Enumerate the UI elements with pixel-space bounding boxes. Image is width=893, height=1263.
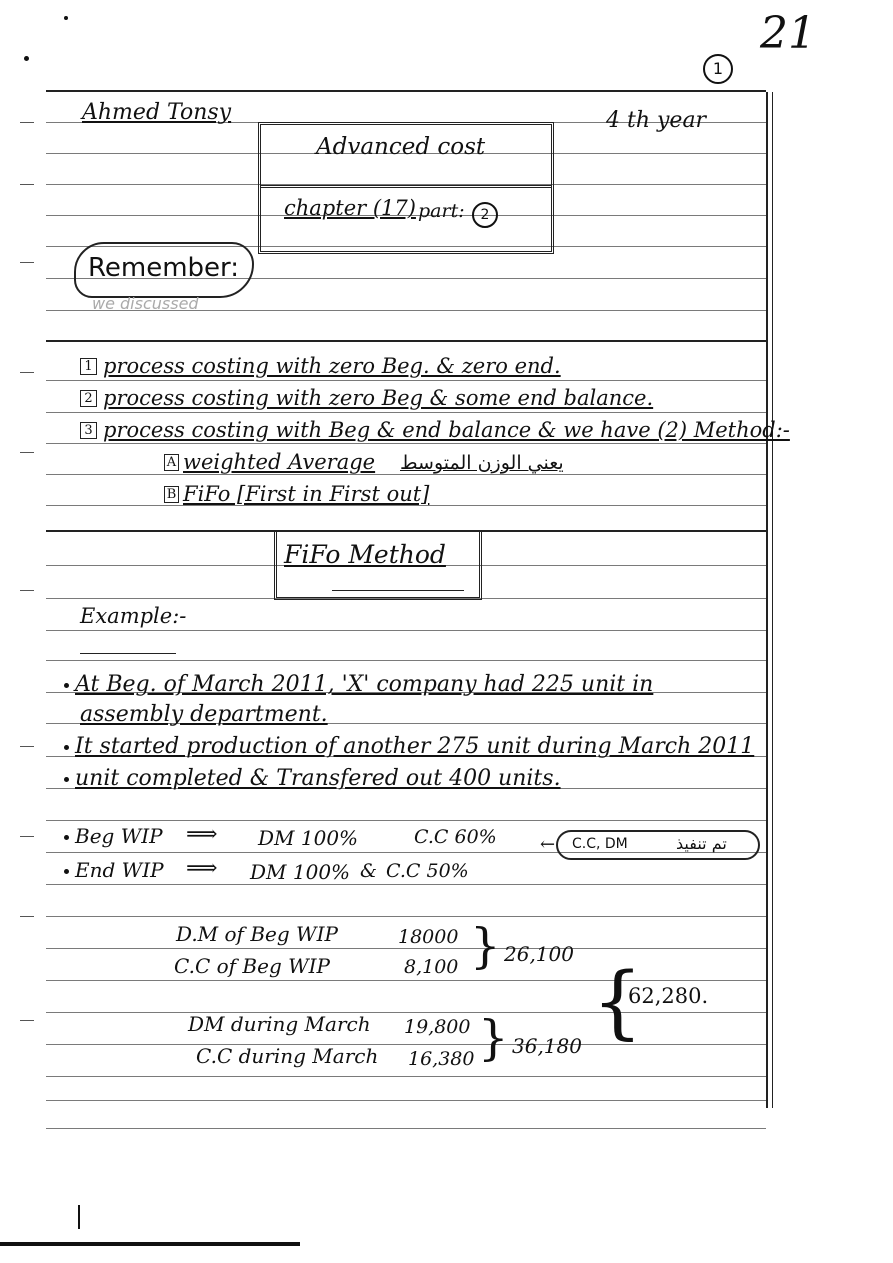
example-bullet-text: unit completed & Transfered out 400 units.	[75, 766, 561, 791]
ruled-line	[46, 980, 766, 981]
ruled-line	[46, 884, 766, 885]
beg-wip-label: Beg WIP	[64, 824, 163, 848]
margin-tick	[20, 746, 34, 747]
ruled-line	[46, 1044, 766, 1045]
list-number: 3	[80, 422, 97, 439]
margin-vertical-rule	[772, 92, 773, 1108]
ink-dot	[64, 16, 68, 20]
ruled-line	[46, 474, 766, 475]
list-item-text: process costing with zero Beg & some end balance.	[103, 386, 654, 410]
method-letter: B	[164, 486, 179, 503]
cost-label: C.C of Beg WIP	[174, 954, 331, 978]
example-bullet	[64, 672, 653, 697]
ruled-line	[46, 630, 766, 631]
bullet-dot	[64, 869, 69, 874]
list-item	[80, 354, 561, 378]
list-item-text: process costing with zero Beg. & zero end.	[103, 354, 561, 378]
ruled-line	[46, 1012, 766, 1013]
cost-value: 8,100	[404, 956, 459, 978]
chapter-label: chapter (17)	[284, 196, 416, 220]
remember-heading: Remember:	[88, 253, 240, 283]
title-box-divider	[261, 185, 551, 188]
bullet-dot	[64, 745, 69, 750]
margin-tick	[20, 452, 34, 453]
margin-tick	[20, 836, 34, 837]
course-title: Advanced cost	[316, 134, 486, 160]
end-wip-arrow: ⟹	[186, 856, 218, 881]
subtotal-beg: 26,100	[504, 942, 574, 966]
method-item	[164, 482, 429, 506]
brace-icon: }	[592, 955, 643, 1048]
method-text: weighted Average	[183, 450, 376, 474]
list-item	[80, 386, 653, 410]
margin-tick	[20, 916, 34, 917]
ruled-line	[46, 443, 766, 444]
cost-value: 16,380	[408, 1048, 475, 1070]
note-cloud-text: C.C, DM	[572, 836, 628, 852]
page-number: 21	[760, 8, 816, 59]
ruled-line	[46, 340, 766, 342]
note-cloud-arabic: تم تنفيذ	[676, 834, 727, 853]
bullet-dot	[64, 777, 69, 782]
method-arabic-note: يعني الوزن المتوسط	[400, 452, 564, 474]
year-label: 4 th year	[606, 108, 707, 133]
part-number-circle: 2	[472, 202, 498, 228]
end-wip-cc: C.C 50%	[386, 860, 469, 882]
margin-tick	[20, 1020, 34, 1021]
faded-text: we discussed	[92, 294, 199, 313]
method-letter: A	[164, 454, 179, 471]
end-wip-dm: DM 100%	[250, 860, 351, 884]
ink-dot	[24, 56, 29, 61]
example-bullet	[64, 734, 754, 759]
part-label: part:	[418, 200, 465, 222]
example-label: Example:-	[80, 604, 187, 628]
margin-tick	[20, 122, 34, 123]
stray-mark	[78, 1205, 80, 1229]
margin-tick	[20, 590, 34, 591]
scan-edge	[0, 1242, 300, 1246]
ruled-line	[46, 1076, 766, 1077]
ruled-line	[46, 660, 766, 661]
ruled-line	[46, 948, 766, 949]
ruled-line	[46, 916, 766, 917]
cost-label: DM during March	[188, 1012, 371, 1036]
section-title: FiFo Method	[284, 540, 446, 569]
grand-total: 62,280.	[628, 984, 709, 1008]
author-name: Ahmed Tonsy	[82, 100, 232, 125]
bullet-dot	[64, 683, 69, 688]
example-bullet-text: It started production of another 275 unit during March 2011	[75, 734, 755, 759]
ruled-line	[46, 412, 766, 413]
list-number: 1	[80, 358, 97, 375]
list-item	[80, 418, 790, 442]
end-wip-amp: &	[360, 860, 377, 882]
ruled-line	[46, 380, 766, 381]
bullet-dot	[64, 835, 69, 840]
example-bullet-continuation: assembly department.	[80, 702, 328, 727]
method-text: FiFo [First in First out]	[183, 482, 430, 506]
beg-wip-arrow: ⟹	[186, 822, 218, 847]
header-rule	[46, 90, 766, 92]
section-underline	[332, 590, 464, 591]
list-number: 2	[80, 390, 97, 407]
ruled-line	[46, 1100, 766, 1101]
brace-icon: }	[470, 918, 501, 974]
cost-value: 19,800	[404, 1016, 471, 1038]
example-underline	[80, 653, 176, 654]
cost-label: C.C during March	[196, 1044, 379, 1068]
example-bullet-text: At Beg. of March 2011, 'X' company had 225 unit in	[75, 672, 654, 697]
subtotal-march: 36,180	[512, 1034, 582, 1058]
cost-value: 18000	[398, 926, 459, 948]
beg-wip-dm: DM 100%	[258, 826, 359, 850]
beg-wip-cc: C.C 60%	[414, 826, 497, 848]
ruled-line	[46, 820, 766, 821]
cost-label: D.M of Beg WIP	[176, 922, 338, 946]
method-item	[164, 450, 375, 474]
note-arrow: ←	[540, 834, 556, 855]
end-wip-label: End WIP	[64, 858, 164, 882]
margin-tick	[20, 262, 34, 263]
brace-icon: }	[478, 1010, 509, 1066]
margin-vertical-rule	[766, 92, 768, 1108]
list-item-text: process costing with Beg & end balance & we have (2) Method:-	[103, 418, 790, 442]
ruled-line	[46, 1128, 766, 1129]
margin-tick	[20, 184, 34, 185]
circled-sheet-number: 1	[703, 54, 733, 84]
example-bullet	[64, 766, 561, 791]
margin-tick	[20, 372, 34, 373]
